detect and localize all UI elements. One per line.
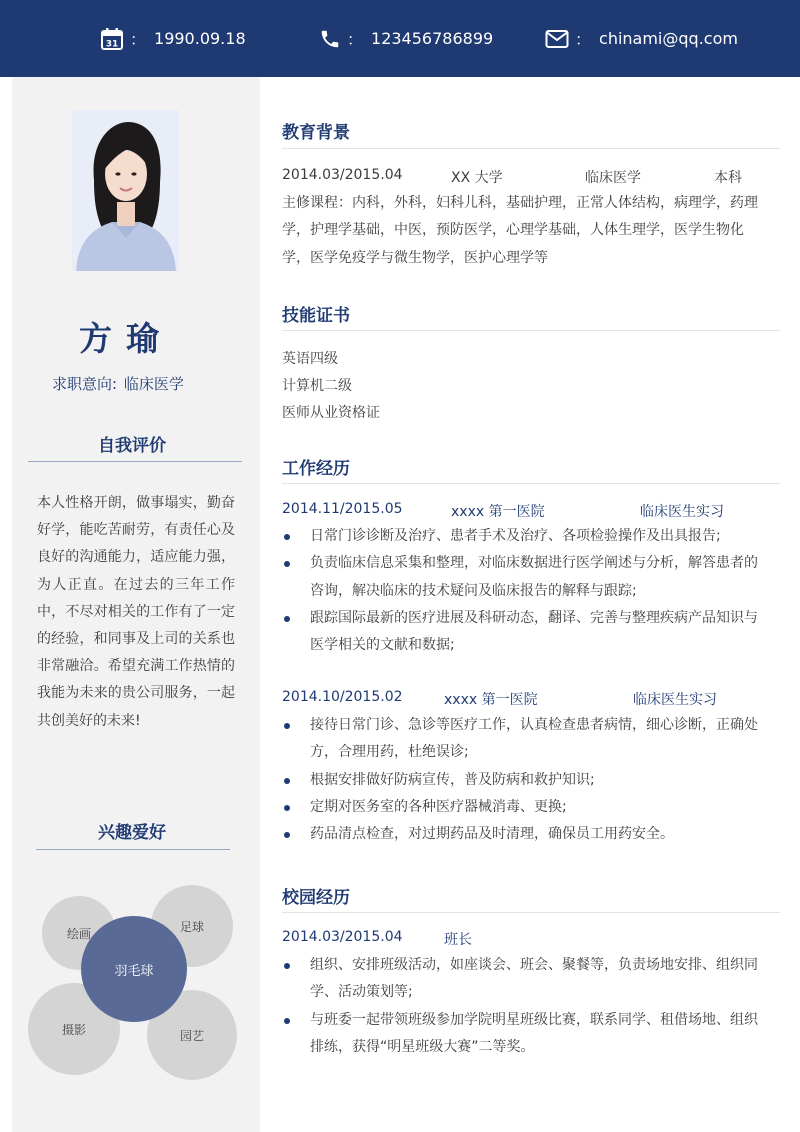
work-bullet: 负责临床信息采集和整理，对临床数据进行医学阐述与分析，解答患者的咨询，解决临床的技术疑问及临床报告的解释与跟踪; xyxy=(282,550,760,605)
education-degree: 本科 xyxy=(714,170,742,186)
work-bullet: 根据安排做好防病宣传，普及防病和救护知识; xyxy=(282,767,760,794)
birthday-value: 1990.09.18 xyxy=(154,29,246,48)
work-bullet: 定期对医务室的各种医疗器械消毒、更换; xyxy=(282,794,760,821)
main-content xyxy=(282,0,782,1132)
phone-value: 123456786899 xyxy=(371,29,494,48)
education-courses: 主修课程：内科，外科，妇科儿科，基础护理，正常人体结构，病理学，药理学，护理学基础，中医，预防医学，心理学基础，人体生理学，医学生物化学，医学免疫学与微生物学，医护心理学等 xyxy=(282,195,758,266)
bullet-dot xyxy=(284,561,290,567)
job-intent-value: 临床医学 xyxy=(123,375,184,393)
work-org: xxxx 第一医院 xyxy=(444,692,538,708)
campus-bullets xyxy=(282,952,760,1061)
bullet-dot xyxy=(284,723,290,729)
education-school: XX 大学 xyxy=(451,170,503,186)
campus-bullet: 组织、安排班级活动，如座谈会、班会、聚餐等，负责场地安排、组织同学、活动策划等; xyxy=(282,952,760,1007)
work-bullets xyxy=(282,523,760,659)
bullet-dot xyxy=(284,1018,290,1024)
work-bullet: 跟踪国际最新的医疗进展及科研动态，翻译、完善与整理疾病产品知识与医学相关的文献和数据; xyxy=(282,605,760,660)
self-evaluation-heading: 自我评价 xyxy=(98,436,166,456)
candidate-name: 方瑜 xyxy=(79,319,173,358)
hobby-bubble-main: 羽毛球 xyxy=(81,916,187,1022)
work-period: 2014.11/2015.05 xyxy=(282,501,403,517)
hobby-bubble: 摄影 xyxy=(28,983,120,1075)
phone-colon: ： xyxy=(347,30,364,49)
work-bullets xyxy=(282,712,760,848)
calendar-icon xyxy=(100,27,124,51)
skills-divider xyxy=(282,330,780,331)
hobby-bubble: 足球 xyxy=(151,885,233,967)
bullet-dot xyxy=(284,963,290,969)
skills-heading: 技能证书 xyxy=(282,306,350,326)
hobby-bubble: 绘画 xyxy=(42,896,116,970)
job-intent-label: 求职意向: xyxy=(52,375,118,393)
campus-role: 班长 xyxy=(444,932,472,948)
education-period: 2014.03/2015.04 xyxy=(282,167,403,183)
work-heading: 工作经历 xyxy=(282,459,350,479)
hobbies-cluster xyxy=(12,77,260,1132)
bullet-dot xyxy=(284,534,290,540)
work-bullet: 药品清点检查，对过期药品及时清理，确保员工用药安全。 xyxy=(282,821,760,848)
bullet-dot xyxy=(284,616,290,622)
bullet-dot xyxy=(284,805,290,811)
birthday-item xyxy=(100,0,246,77)
work-bullet: 日常门诊诊断及治疗、患者手术及治疗、各项检验操作及出具报告; xyxy=(282,523,760,550)
campus-period: 2014.03/2015.04 xyxy=(282,929,403,945)
skill-item: 英语四级 xyxy=(282,351,338,367)
work-role: 临床医生实习 xyxy=(640,504,724,520)
work-bullet: 接待日常门诊、急诊等医疗工作，认真检查患者病情，细心诊断，正确处方，合理用药，杜绝误诊; xyxy=(282,712,760,767)
education-divider xyxy=(282,148,780,149)
skill-item: 医师从业资格证 xyxy=(282,405,380,421)
campus-heading: 校园经历 xyxy=(282,888,350,908)
work-divider xyxy=(282,483,780,484)
hobby-bubble: 园艺 xyxy=(147,990,237,1080)
bullet-dot xyxy=(284,778,290,784)
skill-item: 计算机二级 xyxy=(282,378,352,394)
work-role: 临床医生实习 xyxy=(633,692,717,708)
campus-divider xyxy=(282,912,780,913)
hobbies-heading: 兴趣爱好 xyxy=(98,823,166,843)
work-period: 2014.10/2015.02 xyxy=(282,689,403,705)
education-major: 临床医学 xyxy=(585,170,641,186)
education-heading: 教育背景 xyxy=(282,123,350,143)
birthday-colon: ： xyxy=(130,30,147,49)
bullet-dot xyxy=(284,832,290,838)
sidebar xyxy=(12,77,260,1132)
email-value: chinami@qq.com xyxy=(599,29,738,48)
campus-bullet: 与班委一起带领班级参加学院明星班级比赛，联系同学、租借场地、组织排练，获得“明星班级大赛”二等奖。 xyxy=(282,1007,760,1062)
calendar-day: 31 xyxy=(105,39,119,49)
self-evaluation-text: 本人性格开朗，做事塌实，勤奋好学，能吃苦耐劳，有责任心及良好的沟通能力，适应能力强，为人正直。在过去的三年工作中，不尽对相关的工作有了一定的经验，和同事及上司的关系也非常融洽。希望充满工作热情的我能为未来的贵公司服务，一起共创美好的未来! xyxy=(37,495,235,729)
email-colon: ： xyxy=(575,30,592,49)
work-org: xxxx 第一医院 xyxy=(451,504,545,520)
